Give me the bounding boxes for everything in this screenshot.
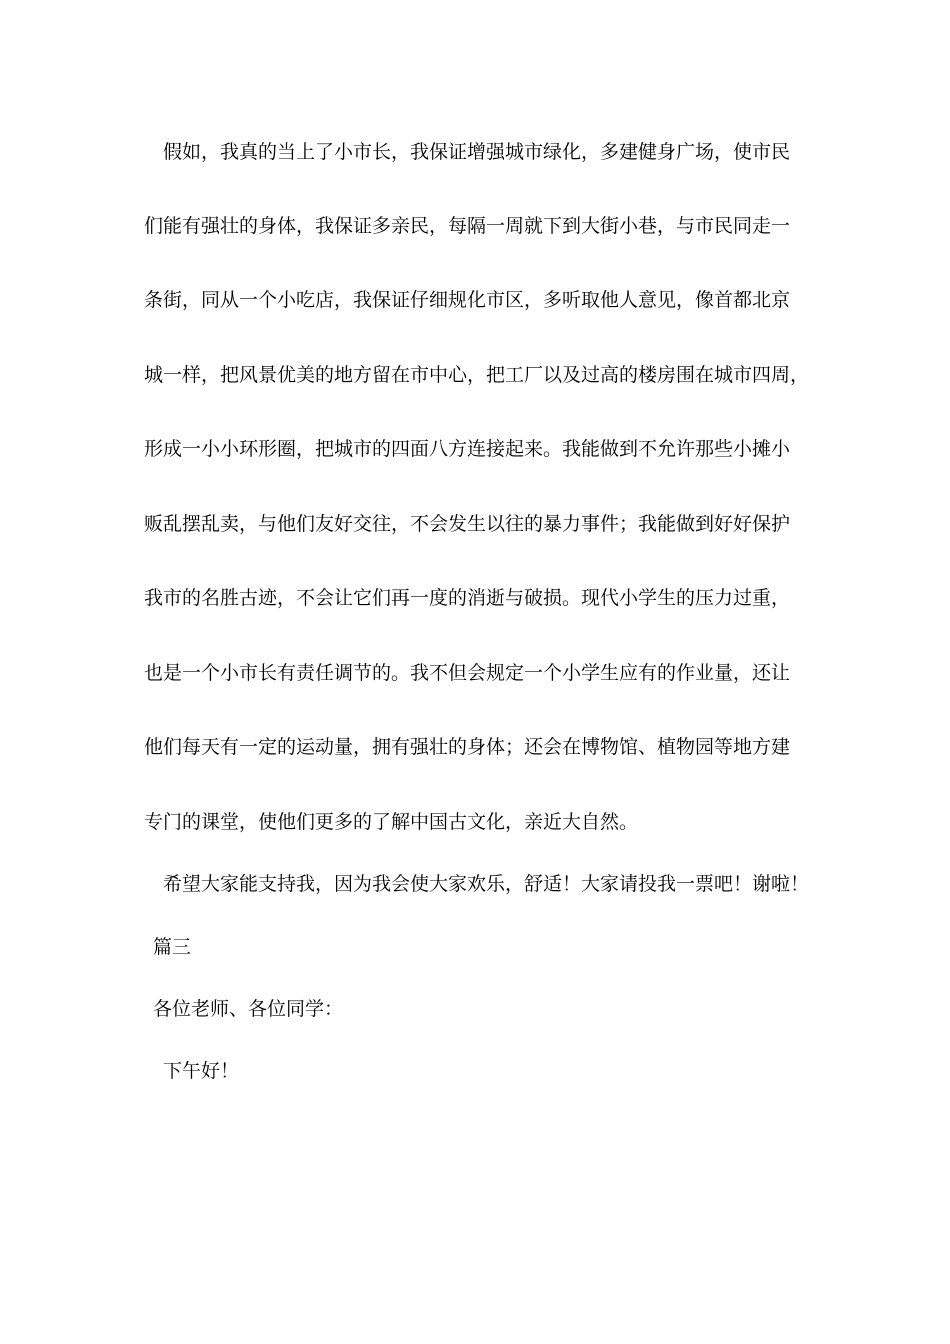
paragraph-line: 们能有强壮的身体，我保证多亲民，每隔一周就下到大街小巷，与市民同走一 <box>144 215 791 237</box>
paragraph-line: 他们每天有一定的运动量，拥有强壮的身体；还会在博物馆、植物园等地方建 <box>144 736 791 758</box>
closing-paragraph: 希望大家能支持我，因为我会使大家欢乐，舒适！大家请投我一票吧！谢啦！ <box>163 873 810 895</box>
section-title: 篇三 <box>153 936 192 958</box>
greeting: 下午好！ <box>163 1060 240 1082</box>
paragraph-line: 假如，我真的当上了小市长，我保证增强城市绿化，多建健身广场，使市民 <box>163 141 791 163</box>
paragraph-line: 也是一个小市长有责任调节的。我不但会规定一个小学生应有的作业量，还让 <box>144 662 791 684</box>
paragraph-line: 形成一小小环形圈，把城市的四面八方连接起来。我能做到不允许那些小摊小 <box>144 438 791 460</box>
salutation: 各位老师、各位同学： <box>153 998 344 1020</box>
paragraph-line: 条街，同从一个小吃店，我保证仔细规化市区，多听取他人意见，像首都北京 <box>144 289 791 311</box>
paragraph-line: 我市的名胜古迹，不会让它们再一度的消逝与破损。现代小学生的压力过重， <box>144 587 791 609</box>
paragraph-line: 贩乱摆乱卖，与他们友好交往，不会发生以往的暴力事件；我能做到好好保护 <box>144 513 791 535</box>
paragraph-line: 城一样，把风景优美的地方留在市中心，把工厂以及过高的楼房围在城市四周， <box>144 364 810 386</box>
paragraph-line: 专门的课堂，使他们更多的了解中国古文化，亲近大自然。 <box>144 811 639 833</box>
